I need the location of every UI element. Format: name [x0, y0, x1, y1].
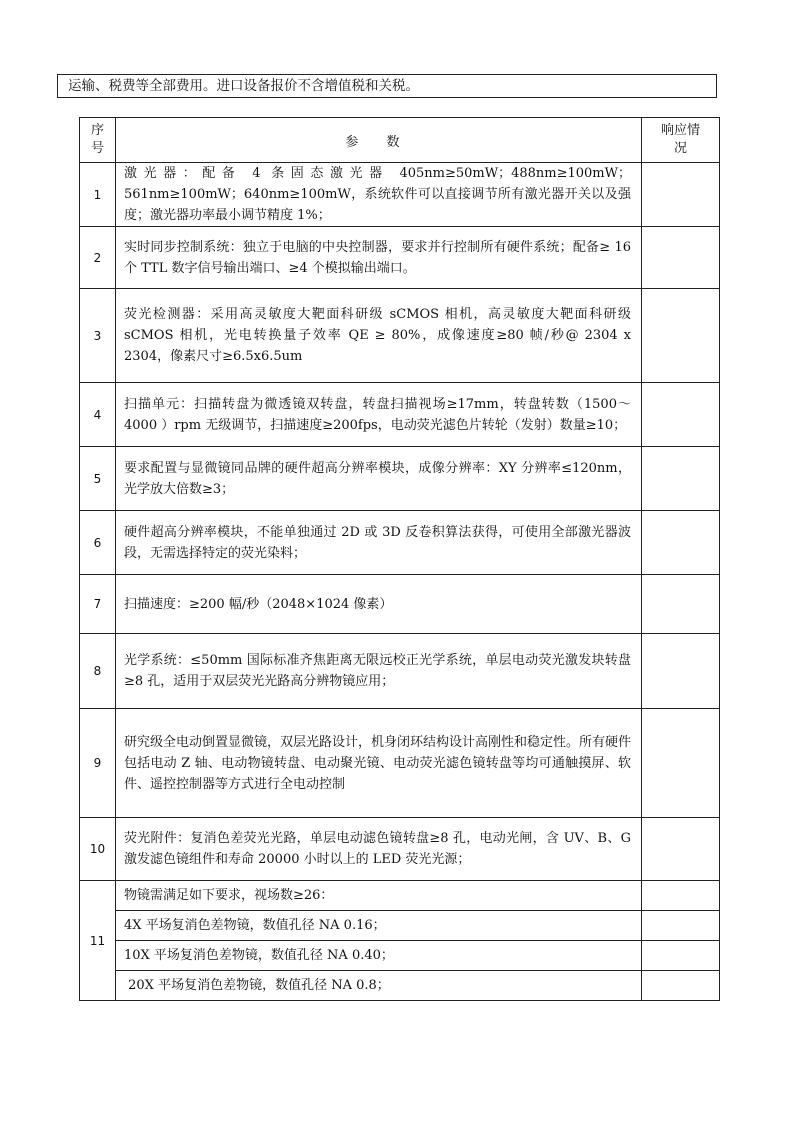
row-resp[interactable]	[642, 818, 720, 881]
row-no: 5	[80, 447, 116, 511]
row-no: 3	[80, 289, 116, 383]
row-no: 9	[80, 709, 116, 818]
table-row	[80, 941, 720, 971]
row-no: 4	[80, 383, 116, 447]
header-no: 序 号	[80, 118, 116, 163]
row-resp[interactable]	[642, 634, 720, 709]
row-no: 6	[80, 511, 116, 575]
row-param: 扫描单元：扫描转盘为微透镜双转盘，转盘扫描视场≥17mm，转盘转数（1500～4000 ）rpm 无级调节，扫描速度≥200fps，电动荧光滤色片转轮（发射）数量≥10；	[116, 383, 642, 447]
row-no: 1	[80, 163, 116, 227]
row-param: 物镜需满足如下要求，视场数≥26：	[116, 881, 642, 911]
row-param: 荧光检测器：采用高灵敏度大靶面科研级 sCMOS 相机，高灵敏度大靶面科研级 sCMOS 相机，光电转换量子效率 QE ≥ 80%，成像速度≥80 帧/秒@ 2304 x 2304，像素尺寸≥6.5x6.5um	[116, 289, 642, 383]
row-param: 激光器：配备 4 条固态激光器 405nm≥50mW；488nm≥100mW；561nm≥100mW；640nm≥100mW，系统软件可以直接调节所有激光器开关以及强度；激光器功率最小调节精度 1%；	[116, 163, 642, 227]
table-row	[80, 818, 720, 881]
row-no: 7	[80, 575, 116, 634]
row-param: 要求配置与显微镜同品牌的硬件超高分辨率模块，成像分辨率：XY 分辨率≤120nm，光学放大倍数≥3；	[116, 447, 642, 511]
table-header-row	[80, 118, 720, 163]
spec-table	[79, 117, 720, 1001]
row-resp[interactable]	[642, 941, 720, 971]
table-row	[80, 575, 720, 634]
header-param: 参 数	[116, 118, 642, 163]
row-resp[interactable]	[642, 163, 720, 227]
row-param: 研究级全电动倒置显微镜，双层光路设计，机身闭环结构设计高刚性和稳定性。所有硬件包括电动 Z 轴、电动物镜转盘、电动聚光镜、电动荧光滤色镜转盘等均可通触摸屏、软件、遥控控制器等方式进行全电动控制	[116, 709, 642, 818]
top-note: 运输、税费等全部费用。进口设备报价不含增值税和关税。	[57, 74, 717, 98]
table-row	[80, 709, 720, 818]
table-row	[80, 911, 720, 941]
table-row	[80, 447, 720, 511]
table-row	[80, 289, 720, 383]
row-no: 10	[80, 818, 116, 881]
row-param: 荧光附件：复消色差荧光光路，单层电动滤色镜转盘≥8 孔，电动光闸，含 UV、B、G 激发滤色镜组件和寿命 20000 小时以上的 LED 荧光光源；	[116, 818, 642, 881]
row-resp[interactable]	[642, 447, 720, 511]
row-resp[interactable]	[642, 911, 720, 941]
row-resp[interactable]	[642, 383, 720, 447]
row-resp[interactable]	[642, 971, 720, 1001]
row-resp[interactable]	[642, 511, 720, 575]
table-row	[80, 383, 720, 447]
table-row	[80, 227, 720, 289]
row-param: 扫描速度：≥200 幅/秒（2048×1024 像素）	[116, 575, 642, 634]
row-resp[interactable]	[642, 289, 720, 383]
row-param: 硬件超高分辨率模块，不能单独通过 2D 或 3D 反卷积算法获得，可使用全部激光器波段，无需选择特定的荧光染料；	[116, 511, 642, 575]
row-param: 实时同步控制系统：独立于电脑的中央控制器，要求并行控制所有硬件系统；配备≥ 16 个 TTL 数字信号输出端口、≥4 个模拟输出端口。	[116, 227, 642, 289]
row-resp[interactable]	[642, 227, 720, 289]
row-param: 10X 平场复消色差物镜，数值孔径 NA 0.40；	[116, 941, 642, 971]
table-row	[80, 881, 720, 911]
table-row	[80, 511, 720, 575]
row-no: 11	[80, 881, 116, 1001]
row-no: 8	[80, 634, 116, 709]
table-row	[80, 634, 720, 709]
row-resp[interactable]	[642, 575, 720, 634]
row-param: 20X 平场复消色差物镜，数值孔径 NA 0.8；	[116, 971, 642, 1001]
header-resp: 响应情 况	[642, 118, 720, 163]
row-param: 4X 平场复消色差物镜，数值孔径 NA 0.16；	[116, 911, 642, 941]
table-row	[80, 163, 720, 227]
row-no: 2	[80, 227, 116, 289]
row-param: 光学系统：≤50mm 国际标准齐焦距离无限远校正光学系统，单层电动荧光激发块转盘≥8 孔，适用于双层荧光光路高分辨物镜应用；	[116, 634, 642, 709]
table-row	[80, 971, 720, 1001]
row-resp[interactable]	[642, 709, 720, 818]
row-resp[interactable]	[642, 881, 720, 911]
